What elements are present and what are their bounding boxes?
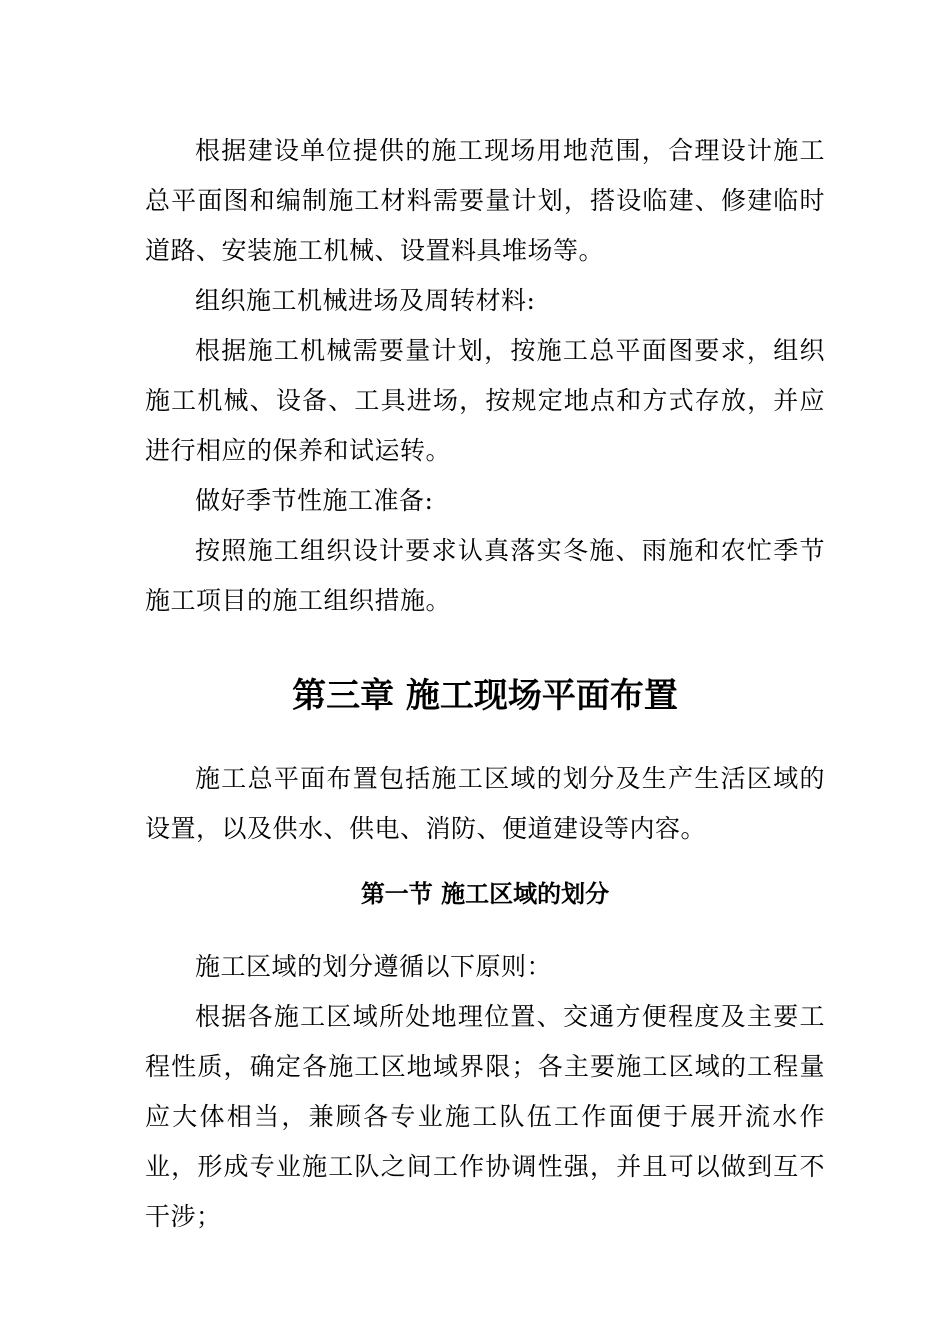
section-title: 第一节 施工区域的划分 — [360, 880, 610, 908]
document-body — [145, 126, 825, 1242]
paragraph-seasonal-measures: 按照施工组织设计要求认真落实冬施、雨施和农忙季节施工项目的施工组织措施。 — [145, 536, 825, 615]
paragraph-seasonal-heading: 做好季节性施工准备: — [195, 486, 434, 515]
paragraph-division-principles-heading: 施工区域的划分遵循以下原则： — [195, 952, 553, 981]
paragraph-machinery-entry: 根据施工机械需要量计划，按施工总平面图要求，组织施工机械、设备、工具进场，按规定地点和方式存放，并应进行相应的保养和试运转。 — [145, 336, 825, 465]
paragraph-site-planning: 根据建设单位提供的施工现场用地范围，合理设计施工总平面图和编制施工材料需要量计划，搭设临建、修建临时道路、安装施工机械、设置料具堆场等。 — [145, 136, 825, 265]
paragraph-machinery-heading: 组织施工机械进场及周转材料: — [195, 286, 536, 315]
paragraph-division-principles: 根据各施工区域所处地理位置、交通方便程度及主要工程性质，确定各施工区地域界限；各主要施工区域的工程量应大体相当，兼顾各专业施工队伍工作面便于展开流水作业，形成专业施工队之间工作协调性强，并且可以做到互不干涉； — [145, 1002, 825, 1231]
paragraph-chapter-intro: 施工总平面布置包括施工区域的划分及生产生活区域的设置，以及供水、供电、消防、便道建设等内容。 — [145, 764, 825, 843]
chapter-title: 第三章 施工现场平面布置 — [292, 676, 678, 716]
